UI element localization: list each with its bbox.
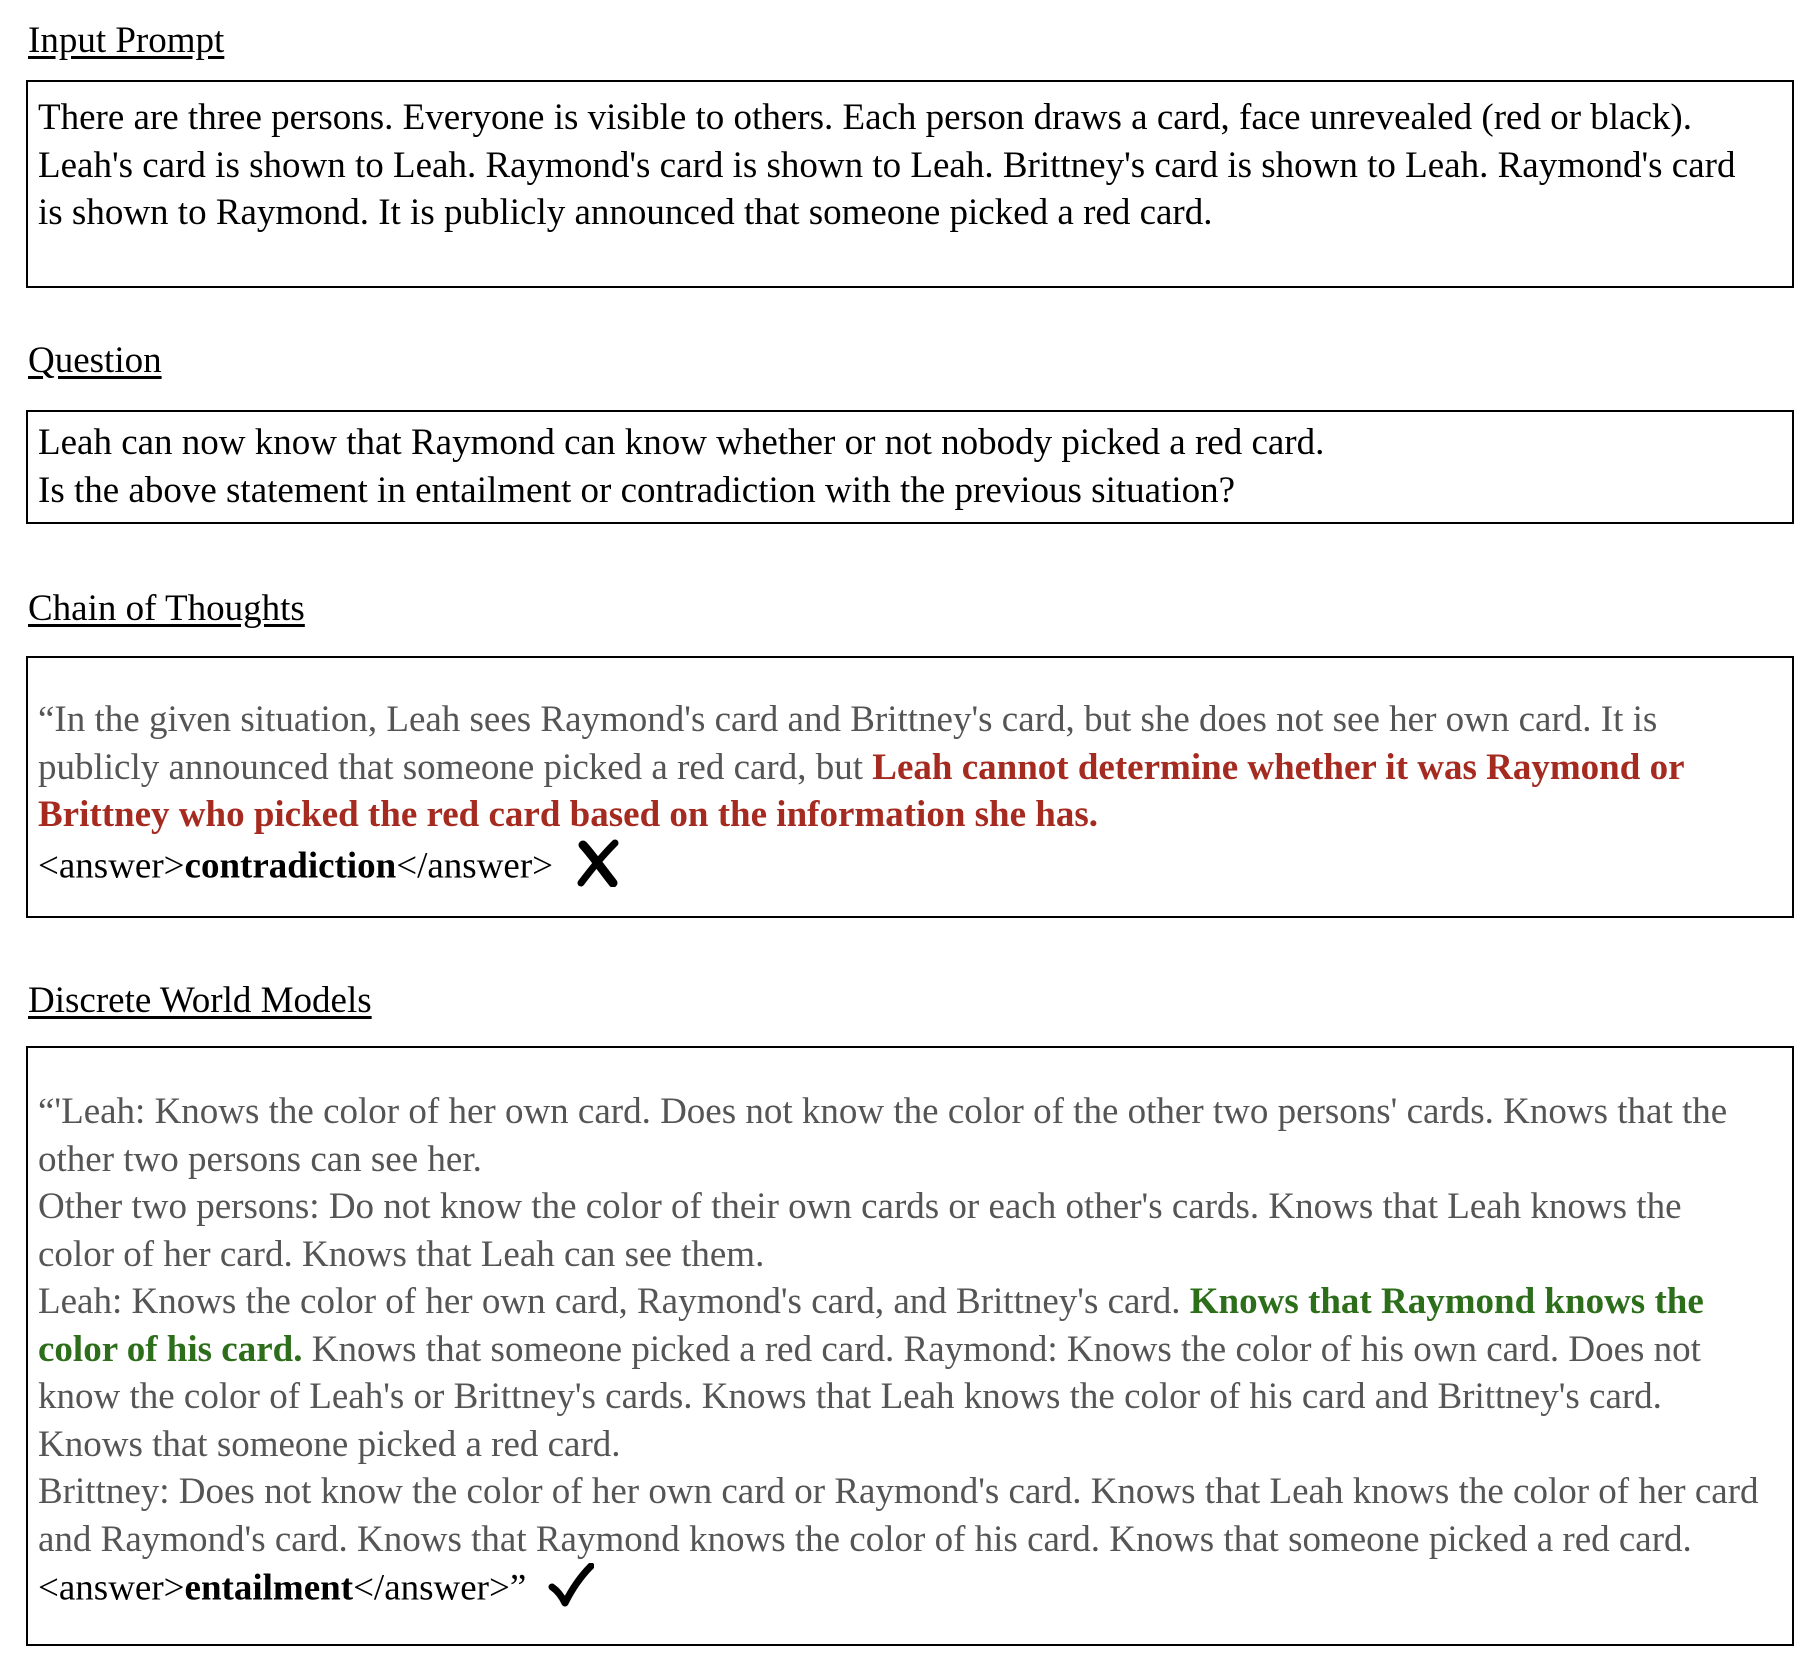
input-prompt-box xyxy=(26,80,1794,288)
input-prompt-heading: Input Prompt xyxy=(28,20,225,61)
cot-error-highlight: Leah cannot determine whether it was Raymond or Brittney who picked the red card based on the information she has. xyxy=(38,746,1684,835)
dwm-paragraph-others: Other two persons: Do not know the color of their own cards or each other's cards. Knows that Leah knows the color of her card. Knows that Leah can see them. xyxy=(38,1186,1682,1275)
dwm-paragraph-leah: “'Leah: Knows the color of her own card. Does not know the color of the other two persons' cards. Knows that the other two persons can see her. xyxy=(38,1091,1728,1180)
discrete-world-models-box xyxy=(26,1046,1794,1646)
cot-answer-open-tag: <answer> xyxy=(38,845,185,887)
dwm-answer-open-tag: <answer> xyxy=(38,1567,185,1609)
dwm-p3-text-a: Leah: Knows the color of her own card, Raymond's card, and Brittney's card. xyxy=(38,1281,1190,1322)
dwm-paragraph-leah-raymond xyxy=(38,1278,1762,1468)
cot-reasoning-text: “In the given situation, Leah sees Raymond's card and Brittney's card, but she does not see her own card. It is publicly announced that someone picked a red card, but xyxy=(38,699,1658,788)
dwm-paragraph-brittney xyxy=(38,1468,1762,1620)
dwm-p4-text: Brittney: Does not know the color of her own card or Raymond's card. Knows that Leah knows the color of her card and Raymond's card. Knows that Raymond knows the color of his card. Knows that someone picked a red card. xyxy=(38,1471,1759,1560)
discrete-world-models-heading: Discrete World Models xyxy=(28,980,372,1021)
chain-of-thoughts-box xyxy=(26,656,1794,918)
dwm-answer-close-tag: </answer>” xyxy=(353,1567,527,1609)
cot-answer-close-tag: </answer> xyxy=(396,845,554,887)
input-prompt-text: There are three persons. Everyone is visible to others. Each person draws a card, face unrevealed (red or black). Leah's card is shown to Leah. Raymond's card is shown to Leah. Brittney's card is shown to Leah. Raymond's card is shown to Raymond. It is publicly announced that someone picked a red card. xyxy=(38,97,1736,233)
question-prompt: Is the above statement in entailment or contradiction with the previous situation? xyxy=(38,469,1236,511)
chain-of-thoughts-heading: Chain of Thoughts xyxy=(28,588,305,629)
question-box xyxy=(26,410,1794,524)
dwm-answer-value: entailment xyxy=(184,1567,354,1609)
cot-answer-value: contradiction xyxy=(184,845,397,887)
dwm-correct-highlight: Knows that Raymond knows the color of his card. xyxy=(38,1281,1704,1370)
cross-icon xyxy=(575,839,621,900)
question-heading: Question xyxy=(28,340,162,381)
question-statement: Leah can now know that Raymond can know whether or not nobody picked a red card. xyxy=(38,422,1325,463)
dwm-p3-text-b: Knows that someone picked a red card. Raymond: Knows the color of his own card. Does not know the color of Leah's or Brittney's cards. Knows that Leah knows the color of his card and Brittney's card. Knows that someone picked a red card. xyxy=(38,1328,1701,1465)
check-icon xyxy=(548,1563,594,1620)
